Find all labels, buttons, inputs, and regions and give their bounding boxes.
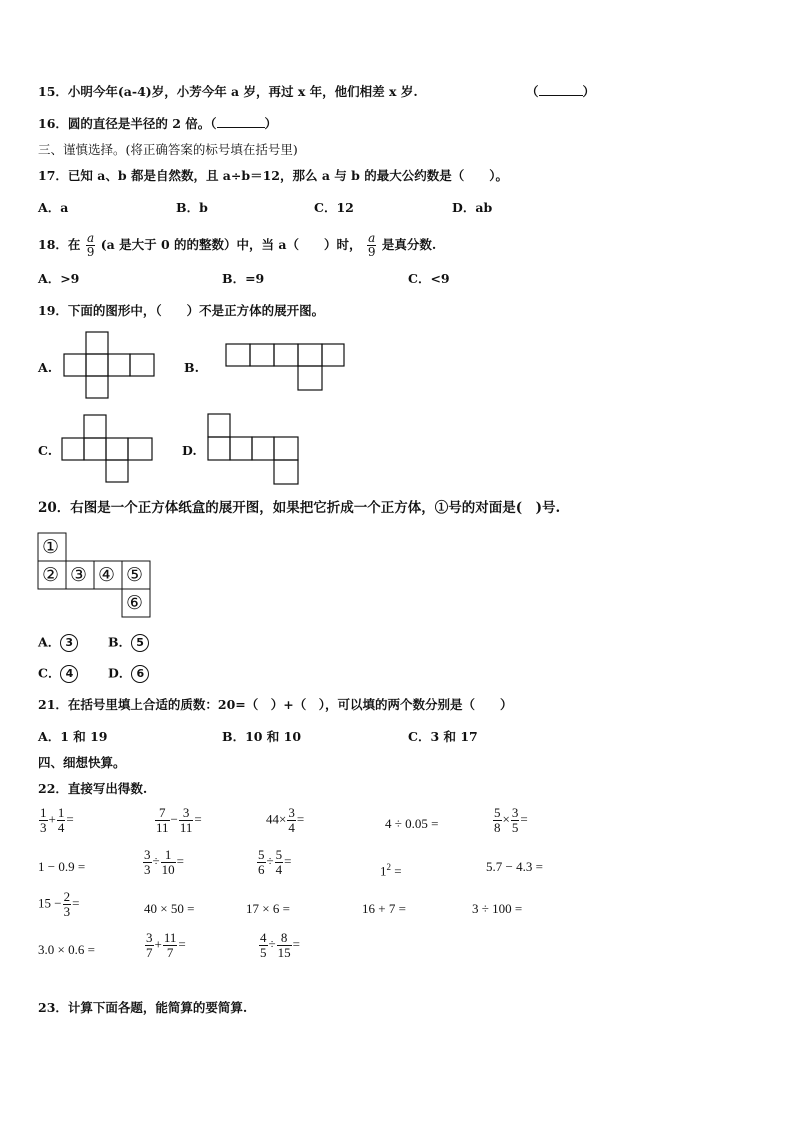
net-face-6: ⑥ bbox=[126, 592, 144, 614]
question-22-text: 22．直接写出得数. bbox=[38, 781, 148, 796]
q20-option-b[interactable]: B． 5 bbox=[108, 634, 149, 652]
question-16-text: 16．圆的直径是半径的 2 倍。（ bbox=[38, 116, 217, 131]
net-face-3: ③ bbox=[70, 564, 88, 586]
calc-4-5-div-8-15: $\frac{4}{5}$ ÷ $\frac{8}{15}$ = bbox=[260, 930, 300, 960]
net-face-4: ④ bbox=[98, 564, 116, 586]
question-15-text: 15．小明今年(a-4)岁，小芳今年 a 岁，再过 x 年，他们相差 x 岁. bbox=[38, 84, 418, 99]
calc-1-minus-0-9: 1 − 0.9 = bbox=[38, 859, 86, 874]
calc-5-6-div-5-4: $\frac{5}{6}$ ÷ $\frac{5}{4}$ = bbox=[258, 847, 292, 877]
q21-option-b[interactable]: B．10 和 10 bbox=[222, 729, 302, 744]
q19-option-c-label[interactable]: C. bbox=[38, 443, 53, 458]
cube-net-d bbox=[208, 414, 302, 486]
calc-17-times-6: 17 × 6 = bbox=[246, 901, 290, 916]
section-3-heading: 三、谨慎选择。(将正确答案的标号填在括号里) bbox=[38, 142, 298, 157]
q20-option-d[interactable]: D． 6 bbox=[108, 665, 149, 683]
question-17-text: 17．已知 a、b 都是自然数，且 a÷b＝12，那么 a 与 b 的最大公约数是（ ）。 bbox=[38, 168, 508, 183]
calc-1-squared: $1^2$ = bbox=[380, 862, 402, 879]
q19-option-b-label[interactable]: B. bbox=[184, 360, 199, 375]
calc-4-div-0-05: 4 ÷ 0.05 = bbox=[385, 816, 439, 831]
question-23-text: 23．计算下面各题，能简算的要简算. bbox=[38, 1000, 248, 1015]
circled-5: 5 bbox=[131, 634, 149, 652]
net-face-2: ② bbox=[42, 564, 60, 586]
q20-option-c[interactable]: C． 4 bbox=[38, 665, 78, 683]
fraction-a-over-9: $\frac{a}{9}$ bbox=[86, 231, 95, 259]
cube-net-a bbox=[64, 332, 156, 400]
fraction-a-over-9: $\frac{a}{9}$ bbox=[367, 231, 376, 259]
calc-3-0-times-0-6: 3.0 × 0.6 = bbox=[38, 942, 95, 957]
q18-option-c[interactable]: C．<9 bbox=[408, 271, 450, 286]
calc-44-times-3-4: 44× $\frac{3}{4}$ = bbox=[266, 805, 305, 835]
cube-net-b bbox=[226, 344, 346, 392]
net-face-1: ① bbox=[42, 536, 60, 558]
q21-option-a[interactable]: A．1 和 19 bbox=[38, 729, 108, 744]
net-face-5: ⑤ bbox=[126, 564, 144, 586]
question-19-text: 19．下面的图形中，（ ）不是正方体的展开图。 bbox=[38, 303, 325, 318]
calc-3-3-div-1-10: $\frac{3}{3}$ ÷ $\frac{1}{10}$ = bbox=[144, 847, 184, 877]
circled-4: 4 bbox=[60, 665, 78, 683]
q17-option-d[interactable]: D．ab bbox=[452, 200, 493, 215]
calc-5-7-minus-4-3: 5.7 − 4.3 = bbox=[486, 859, 543, 874]
question-18: 18．在 $\frac{a}{9}$ (a 是大于 0 的的整数）中，当 a（ ）时， $\frac{a}{9}$ 是真分数. bbox=[38, 231, 437, 259]
q18-option-b[interactable]: B．=9 bbox=[222, 271, 265, 286]
question-15-answer-blank[interactable]: （ ） bbox=[526, 84, 596, 99]
calc-3-div-100: 3 ÷ 100 = bbox=[472, 901, 523, 916]
calc-3-7-plus-11-7: $\frac{3}{7}$ + $\frac{11}{7}$ = bbox=[146, 930, 186, 960]
q20-option-a[interactable]: A． 3 bbox=[38, 634, 78, 652]
q17-option-b[interactable]: B．b bbox=[176, 200, 208, 215]
q18-option-a[interactable]: A．>9 bbox=[38, 271, 80, 286]
q17-option-c[interactable]: C．12 bbox=[314, 200, 354, 215]
circled-3: 3 bbox=[60, 634, 78, 652]
question-21-text: 21．在括号里填上合适的质数：20=（ ）+（ ），可以填的两个数分别是（ ） bbox=[38, 697, 513, 712]
calc-15-minus-2-3: 15 − $\frac{2}{3}$ = bbox=[38, 889, 80, 919]
calc-1-3-plus-1-4: $\frac{1}{3}$ + $\frac{1}{4}$ = bbox=[40, 805, 74, 835]
question-16: 16．圆的直径是半径的 2 倍。（ ） bbox=[38, 116, 278, 131]
q17-option-a[interactable]: A．a bbox=[38, 200, 69, 215]
calc-5-8-times-3-5: $\frac{5}{8}$ × $\frac{3}{5}$ = bbox=[494, 805, 528, 835]
circled-6: 6 bbox=[131, 665, 149, 683]
cube-net-c bbox=[62, 415, 156, 485]
calc-16-plus-7: 16 + 7 = bbox=[362, 901, 406, 916]
q19-option-d-label[interactable]: D. bbox=[182, 443, 197, 458]
question-15 bbox=[38, 84, 418, 100]
question-20-text: 20．右图是一个正方体纸盒的展开图，如果把它折成一个正方体，①号的对面是( )号. bbox=[38, 500, 561, 516]
q19-option-a-label[interactable]: A. bbox=[38, 360, 53, 375]
q21-option-c[interactable]: C．3 和 17 bbox=[408, 729, 478, 744]
calc-7-11-minus-3-11: $\frac{7}{11}$ − $\frac{3}{11}$ = bbox=[156, 805, 202, 835]
section-4-heading: 四、细想快算。 bbox=[38, 755, 126, 770]
question-16-answer-blank[interactable] bbox=[217, 127, 265, 128]
calc-40-times-50: 40 × 50 = bbox=[144, 901, 195, 916]
